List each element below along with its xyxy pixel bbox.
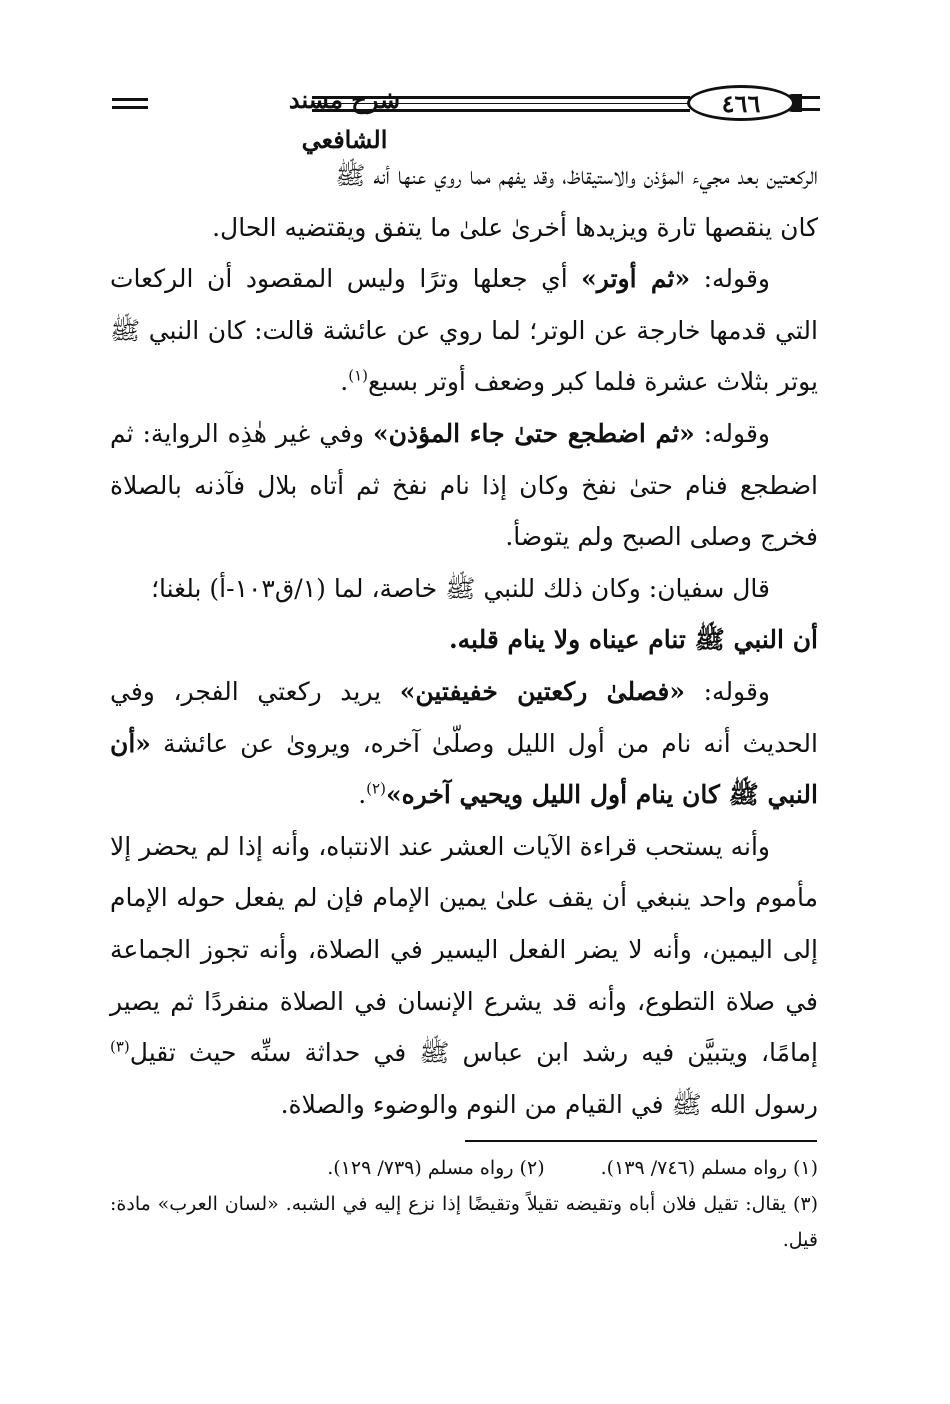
text-line: كان ينقصها تارة ويزيدها أخرىٰ علىٰ ما يتفق ويقتضيه الحال. [212, 212, 818, 242]
text-run: يريد ركعتي الفجر، وفي الحديث أنه نام من أول الليل وصلّىٰ آخره، ويروىٰ عن عائشة [110, 676, 818, 758]
text-run: . [358, 780, 367, 810]
footnote-2: (٢) رواه مسلم (٧٣٩/ ١٢٩). [327, 1157, 545, 1179]
header-rule-middle [312, 96, 690, 99]
footnote-3: (٣) يقال: تقيل فلان أباه وتقيضه تقيلاً وتقيضًا إذا نزع إليه في الشبه. «لسان العرب» مادة: قيل. [110, 1193, 818, 1251]
text-run: وأنه يستحب قراءة الآيات العشر عند الانتباه، وأنه إذا لم يحضر إلا مأموم واحد ينبغي أن يقف علىٰ يمين الإمام فإن لم يفعل حوله الإمام إلى اليمين، وأنه لا يضر الفعل اليسير في الصلاة، وأنه تجوز الجماعة في صلاة التطوع، وأنه قد يشرع الإنسان في الصلاة منفردًا ثم يصير إمامًا، ويتبيَّن فيه رشد ابن عباس ﷺ في حداثة سنِّه حيث تقيل [110, 831, 818, 1068]
text-run: وقوله: [690, 264, 770, 294]
footnote-row [110, 1150, 818, 1186]
hadith-quote: «ثم اضطجع حتىٰ جاء المؤذن» [372, 418, 695, 448]
hadith-quote: «أن النبي ﷺ كان ينام أول الليل ويحيي آخره» [110, 728, 818, 810]
header-rule-middle [312, 103, 690, 104]
page-header [112, 78, 820, 154]
paragraph [110, 563, 818, 666]
text-run: وقوله: [685, 676, 770, 706]
hadith-quote: أن النبي ﷺ تنام عيناه ولا ينام قلبه. [448, 625, 818, 655]
header-rule-right [797, 108, 820, 111]
text-run: . [340, 367, 349, 397]
text-run: وقوله: [694, 418, 770, 448]
footnote-ref: (٢) [366, 779, 386, 798]
text-run: قال سفيان: وكان ذلك للنبي ﷺ خاصة، لما (١/ق١٠٣-أ) بلغنا؛ [151, 573, 770, 603]
paragraph [110, 666, 818, 821]
header-rule-left [112, 106, 148, 109]
paragraph [110, 253, 818, 408]
text-line: الركعتين بعد مجيء المؤذن والاستيقاظ، وقد يفهم مما روي عنها أنه ﷺ [335, 161, 818, 190]
text-run: أي جعلها وترًا وليس المقصود أن الركعات التي قدمها خارجة عن الوتر؛ لما روي عن عائشة قالت: كان النبي ﷺ يوتر بثلاث عشرة فلما كبر وضعف أوتر بسبع [110, 264, 818, 397]
header-rule-right [797, 96, 820, 99]
page-number: ٤٦٦ [687, 85, 795, 121]
hadith-quote: «ثم أوتر» [581, 264, 691, 294]
header-rule-left [112, 98, 148, 101]
footnote-divider [465, 1140, 817, 1142]
text-run: رسول الله ﷺ في القيام من النوم والوضوء والصلاة. [280, 1089, 818, 1119]
paragraph [110, 408, 818, 563]
paragraph [110, 150, 818, 253]
text-run: وفي غير هٰذِه الرواية: ثم اضطجع فنام حتىٰ نفخ وكان إذا نام نفخ ثم أتاه بلال فآذنه بالصلاة فخرج وصلى الصبح ولم يتوضأ. [110, 418, 818, 552]
footnote-ref: (٣) [110, 1037, 130, 1056]
footnotes [110, 1150, 818, 1258]
header-rule-middle [312, 109, 690, 112]
paragraph [110, 821, 818, 1131]
footnote-1: (١) رواه مسلم (٧٤٦/ ١٣٩). [600, 1157, 818, 1179]
hadith-quote: «فصلىٰ ركعتين خفيفتين» [399, 676, 686, 706]
footnote-ref: (١) [348, 367, 369, 386]
running-title: شرح مسند الشافعي [288, 85, 401, 154]
main-text [110, 150, 818, 1130]
